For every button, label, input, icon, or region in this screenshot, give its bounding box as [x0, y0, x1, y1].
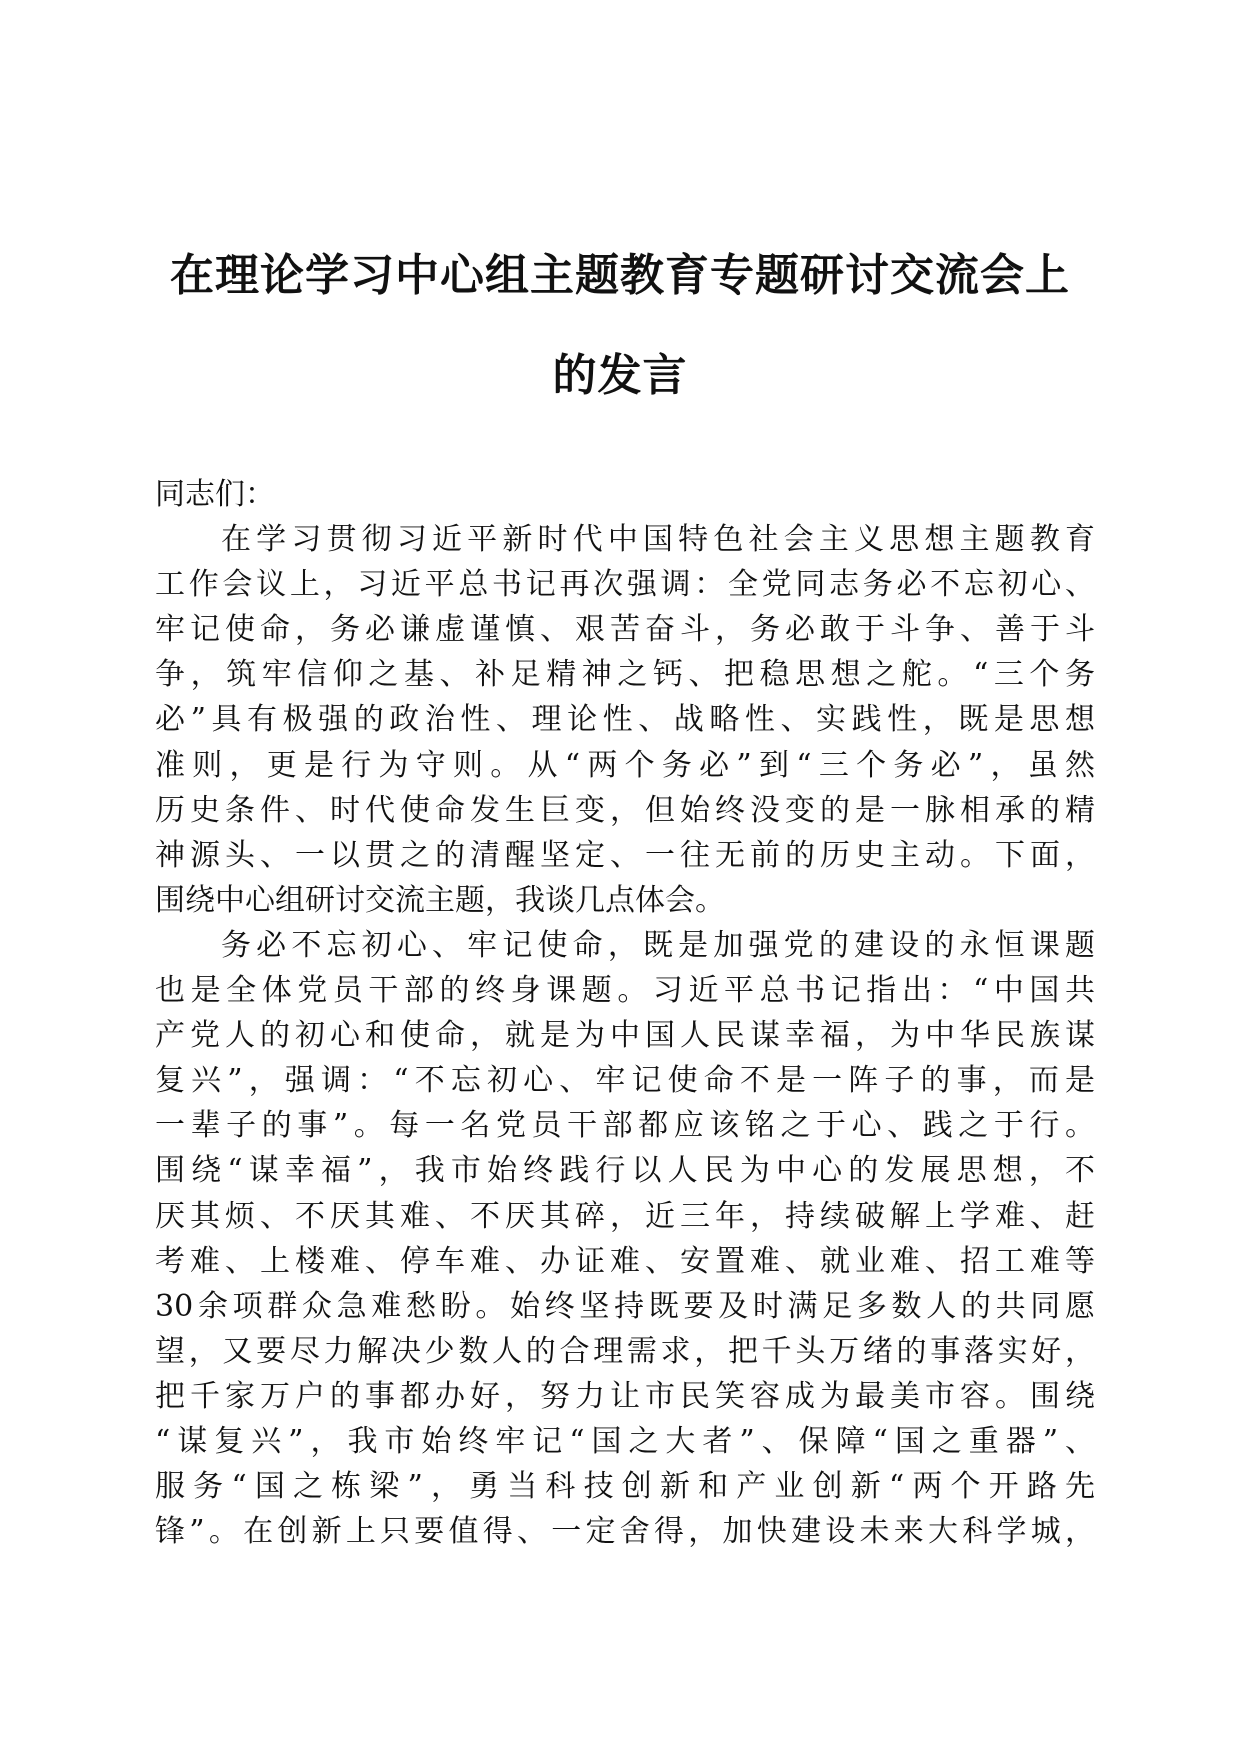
text-line: 也是全体党员干部的终身课题。习近平总书记指出：“中国共 [155, 973, 1095, 1009]
text-line: 围绕中心组研讨交流主题，我谈几点体会。 [155, 882, 725, 918]
title-line: 在理论学习中心组主题教育专题研讨交流会上 [170, 250, 1070, 301]
text-line: 准则，更是行为守则。从“两个务必”到“三个务必”，虽然 [155, 747, 1095, 783]
text-line: 务必不忘初心、牢记使命，既是加强党的建设的永恒课题 [221, 927, 1095, 963]
text-line: 围绕“谋幸福”，我市始终践行以人民为中心的发展思想，不 [155, 1153, 1095, 1189]
document-title [140, 226, 1100, 426]
text-line: 牢记使命，务必谦虚谨慎、艰苦奋斗，务必敢于斗争、善于斗 [155, 612, 1095, 648]
paragraph-2 [155, 923, 1095, 1554]
text-line: 30余项群众急难愁盼。始终坚持既要及时满足多数人的共同愿 [155, 1288, 1095, 1324]
text-line: 望，又要尽力解决少数人的合理需求，把千头万绪的事落实好， [155, 1333, 1095, 1369]
paragraph-1 [155, 517, 1095, 923]
text-line: 一辈子的事”。每一名党员干部都应该铭之于心、践之于行。 [155, 1108, 1095, 1144]
text-line: 工作会议上，习近平总书记再次强调：全党同志务必不忘初心、 [155, 567, 1095, 603]
text-line: 把千家万户的事都办好，努力让市民笑容成为最美市容。围绕 [155, 1378, 1095, 1414]
salutation: 同志们： [155, 477, 275, 512]
text-line: “谋复兴”，我市始终牢记“国之大者”、保障“国之重器”、 [155, 1423, 1095, 1459]
text-line: 锋”。在创新上只要值得、一定舍得，加快建设未来大科学城， [155, 1514, 1095, 1550]
text-line: 历史条件、时代使命发生巨变，但始终没变的是一脉相承的精 [155, 792, 1095, 828]
text-line: 必”具有极强的政治性、理论性、战略性、实践性，既是思想 [155, 702, 1095, 738]
text-line: 神源头、一以贯之的清醒坚定、一往无前的历史主动。下面， [155, 837, 1095, 873]
text-line: 争，筑牢信仰之基、补足精神之钙、把稳思想之舵。“三个务 [155, 657, 1095, 693]
text-line: 在学习贯彻习近平新时代中国特色社会主义思想主题教育 [221, 522, 1095, 558]
title-line: 的发言 [552, 350, 688, 401]
text-line: 服务“国之栋梁”，勇当科技创新和产业创新“两个开路先 [155, 1469, 1095, 1505]
text-line: 产党人的初心和使命，就是为中国人民谋幸福，为中华民族谋 [155, 1018, 1095, 1054]
text-line: 考难、上楼难、停车难、办证难、安置难、就业难、招工难等 [155, 1243, 1095, 1279]
text-line: 复兴”，强调：“不忘初心、牢记使命不是一阵子的事，而是 [155, 1063, 1095, 1099]
document-body [155, 472, 1095, 1554]
text-line: 厌其烦、不厌其难、不厌其碎，近三年，持续破解上学难、赶 [155, 1198, 1095, 1234]
